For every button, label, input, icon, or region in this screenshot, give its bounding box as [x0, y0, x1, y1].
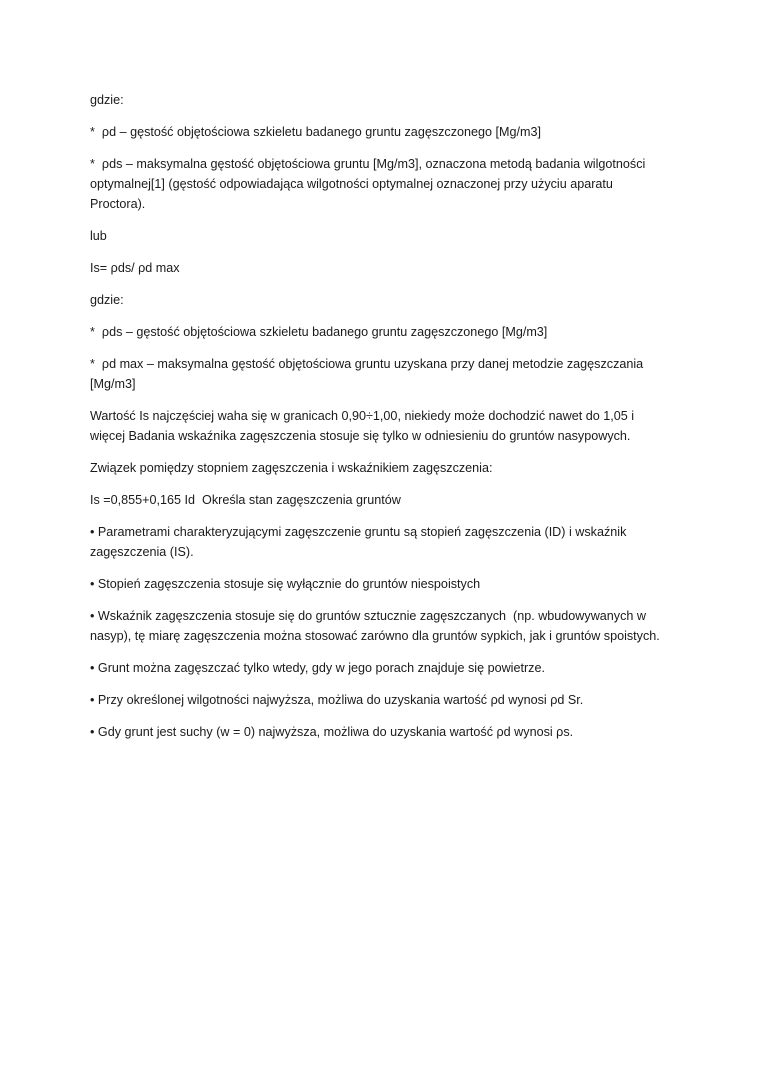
- paragraph-rho-d-definition: * ρd – gęstość objętościowa szkieletu badanego gruntu zagęszczonego [Mg/m3]: [90, 125, 542, 139]
- bullet-id-usage: • Stopień zagęszczenia stosuje się wyłącznie do gruntów niespoistych: [90, 577, 481, 591]
- paragraph-lub: lub: [90, 229, 107, 243]
- paragraph-rho-ds-definition: * ρds – maksymalna gęstość objętościowa gruntu [Mg/m3], oznaczona metodą badania wilgotności optymalnej[1] (gęstość odpowiadająca wilgotności optymalnej oznaczonej przy użyciu aparatu Proctora).: [90, 157, 649, 211]
- paragraph-is-range: Wartość Is najczęściej waha się w granicach 0,90÷1,00, niekiedy może dochodzić nawet do 1,05 i więcej Badania wskaźnika zagęszczenia stosuje się tylko w odniesieniu do gruntów nasypowych.: [90, 409, 638, 443]
- paragraph-relation-formula: Is =0,855+0,165 Id Określa stan zagęszczenia gruntów: [90, 493, 401, 507]
- paragraph-relation-heading: Związek pomiędzy stopniem zagęszczenia i wskaźnikiem zagęszczenia:: [90, 461, 493, 475]
- bullet-parameters: • Parametrami charakteryzującymi zagęszczenie gruntu są stopień zagęszczenia (ID) i wskaźnik zagęszczenia (IS).: [90, 525, 630, 559]
- paragraph-gdzie-2: gdzie:: [90, 293, 124, 307]
- paragraph-rho-ds-skeleton: * ρds – gęstość objętościowa szkieletu badanego gruntu zagęszczonego [Mg/m3]: [90, 325, 548, 339]
- bullet-moisture-max: • Przy określonej wilgotności najwyższa, możliwa do uzyskania wartość ρd wynosi ρd Sr.: [90, 693, 584, 707]
- document-body: [90, 90, 670, 754]
- bullet-is-usage: • Wskaźnik zagęszczenia stosuje się do gruntów sztucznie zagęszczanych (np. wbudowywanych w nasyp), tę miarę zagęszczenia można stosować zarówno dla gruntów sypkich, jak i gruntów spoistych.: [90, 609, 660, 643]
- bullet-dry-soil: • Gdy grunt jest suchy (w = 0) najwyższa, możliwa do uzyskania wartość ρd wynosi ρs.: [90, 725, 574, 739]
- bullet-air-in-pores: • Grunt można zagęszczać tylko wtedy, gdy w jego porach znajduje się powietrze.: [90, 661, 545, 675]
- paragraph-rho-d-max: * ρd max – maksymalna gęstość objętościowa gruntu uzyskana przy danej metodzie zagęszczania [Mg/m3]: [90, 357, 647, 391]
- paragraph-is-formula: Is= ρds/ ρd max: [90, 261, 180, 275]
- paragraph-gdzie-1: gdzie:: [90, 93, 124, 107]
